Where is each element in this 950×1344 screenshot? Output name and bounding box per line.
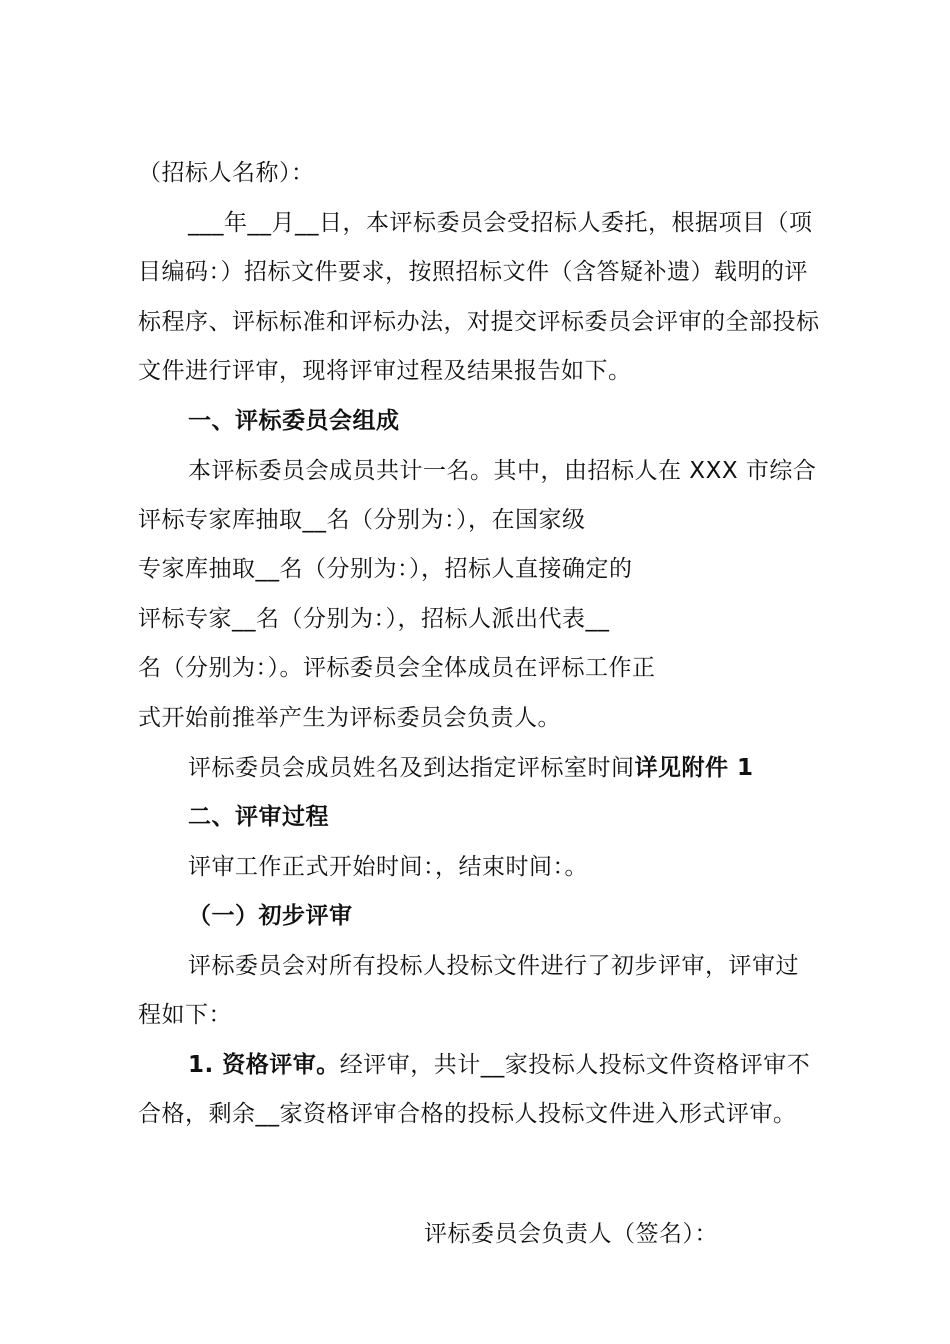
salutation: （招标人名称）： [138, 160, 315, 186]
item-1-line-2: 合格，剩余__家资格评审合格的投标人投标文件进入形式评审。 [138, 1101, 797, 1127]
review-time-line: 评审工作正式开始时间：，结束时间：。 [188, 854, 588, 880]
intro-line-1: ___年__月__日，本评标委员会受招标人委托，根据项目（项 [188, 210, 813, 236]
section-1-heading: 一、评标委员会组成 [188, 408, 400, 434]
attachment-reference: 详见附件 1 [634, 755, 754, 781]
intro-line-2: 目编码：）招标文件要求，按照招标文件（含答疑补遗）载明的评 [138, 259, 808, 285]
intro-line-3: 标程序、评标标准和评标办法，对提交评标委员会评审的全部投标 [138, 309, 820, 335]
attachment-note [188, 753, 754, 783]
preliminary-line-2: 程如下： [138, 1002, 232, 1028]
intro-line-4: 文件进行评审，现将评审过程及结果报告如下。 [138, 358, 632, 384]
subsection-heading: （一）初步评审 [188, 903, 353, 929]
section-1-line-5: 名（分别为：）。评标委员会全体成员在评标工作正 [138, 655, 656, 681]
section-1-line-2: 评标专家库抽取__名（分别为：），在国家级 [138, 507, 586, 533]
item-1-title: 1. 资格评审。 [188, 1052, 340, 1078]
preliminary-line-1: 评标委员会对所有投标人投标文件进行了初步评审，评审过 [188, 953, 799, 979]
section-1-line-4: 评标专家__名（分别为：），招标人派出代表__ [138, 606, 610, 632]
section-2-heading: 二、评审过程 [188, 804, 329, 830]
attachment-note-text: 评标委员会成员姓名及到达指定评标室时间 [188, 755, 635, 781]
section-1-line-1: 本评标委员会成员共计一名。其中，由招标人在 XXX 市综合 [188, 458, 817, 484]
section-1-line-6: 式开始前推举产生为评标委员会负责人。 [138, 705, 561, 731]
item-1-line-1 [188, 1050, 810, 1080]
item-1-text: 经评审，共计__家投标人投标文件资格评审不 [339, 1052, 811, 1078]
signature-line: 评标委员会负责人（签名）： [424, 1221, 718, 1247]
section-1-line-3: 专家库抽取__名（分别为：），招标人直接确定的 [138, 556, 633, 582]
